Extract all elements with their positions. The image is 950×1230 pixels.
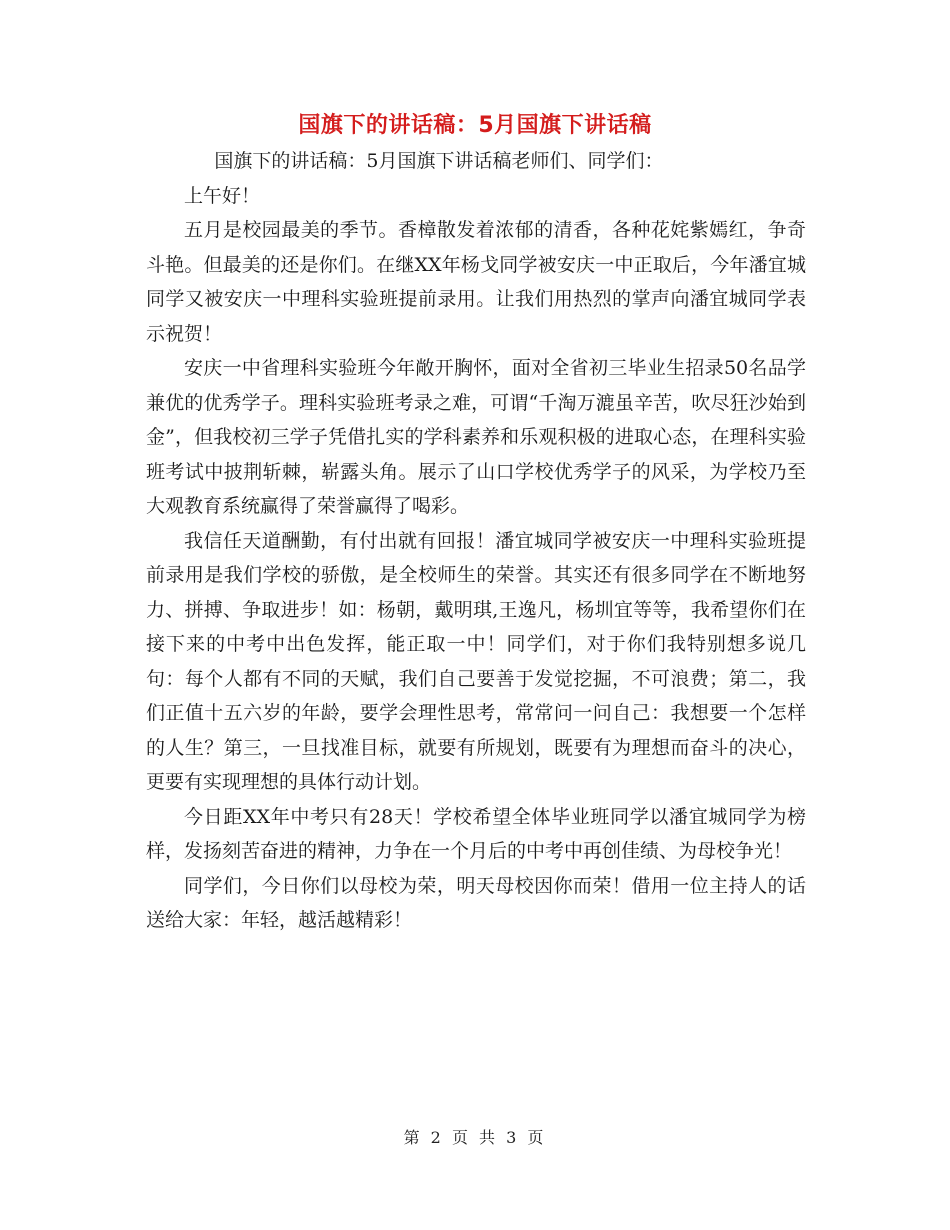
paragraph-intro: 国旗下的讲话稿：5月国旗下讲话稿老师们、同学们： (214, 150, 664, 172)
paragraph: 今日距XX年中考只有28天！学校希望全体毕业班同学以潘宜城同学为榜样，发扬刻苦奋进的精神，力争在一个月后的中考中再创佳绩、为母校争光！ (146, 805, 806, 862)
document-title: 国旗下的讲话稿：5月国旗下讲话稿 (298, 113, 652, 138)
paragraph: 安庆一中省理科实验班今年敞开胸怀，面对全省初三毕业生招录50名品学兼优的优秀学子。理科实验班考录之难，可谓“千淘万漉虽辛苦，吹尽狂沙始到金”，但我校初三学子凭借扎实的学科素养和乐观积极的进取心态，在理科实验班考试中披荆斩棘，崭露头角。展示了山口学校优秀学子的风采，为学校乃至大观教育系统赢得了荣誉赢得了喝彩。 (146, 357, 806, 517)
page-number-footer: 第 2 页 共 3 页 (403, 1128, 547, 1147)
paragraph: 五月是校园最美的季节。香樟散发着浓郁的清香，各种花姹紫嫣红，争奇斗艳。但最美的还是你们。在继XX年杨戈同学被安庆一中正取后，今年潘宜城同学又被安庆一中理科实验班提前录用。让我们用热烈的掌声向潘宜城同学表示祝贺！ (146, 219, 806, 345)
paragraph: 同学们，今日你们以母校为荣，明天母校因你而荣！借用一位主持人的话送给大家：年轻，越活越精彩！ (146, 874, 806, 931)
paragraph: 我信任天道酬勤，有付出就有回报！潘宜城同学被安庆一中理科实验班提前录用是我们学校的骄傲，是全校师生的荣誉。其实还有很多同学在不断地努力、拼搏、争取进步！如：杨朝，戴明琪,王逸凡，杨圳宜等等，我希望你们在接下来的中考中出色发挥，能正取一中！同学们，对于你们我特别想多说几句：每个人都有不同的天赋，我们自己要善于发觉挖掘，不可浪费；第二，我们正值十五六岁的年龄，要学会理性思考，常常问一问自己：我想要一个怎样的人生？第三，一旦找准目标，就要有所规划，既要有为理想而奋斗的决心，更要有实现理想的具体行动计划。 (146, 529, 806, 793)
document-body (146, 144, 806, 938)
paragraph-greeting: 上午好！ (184, 184, 261, 207)
